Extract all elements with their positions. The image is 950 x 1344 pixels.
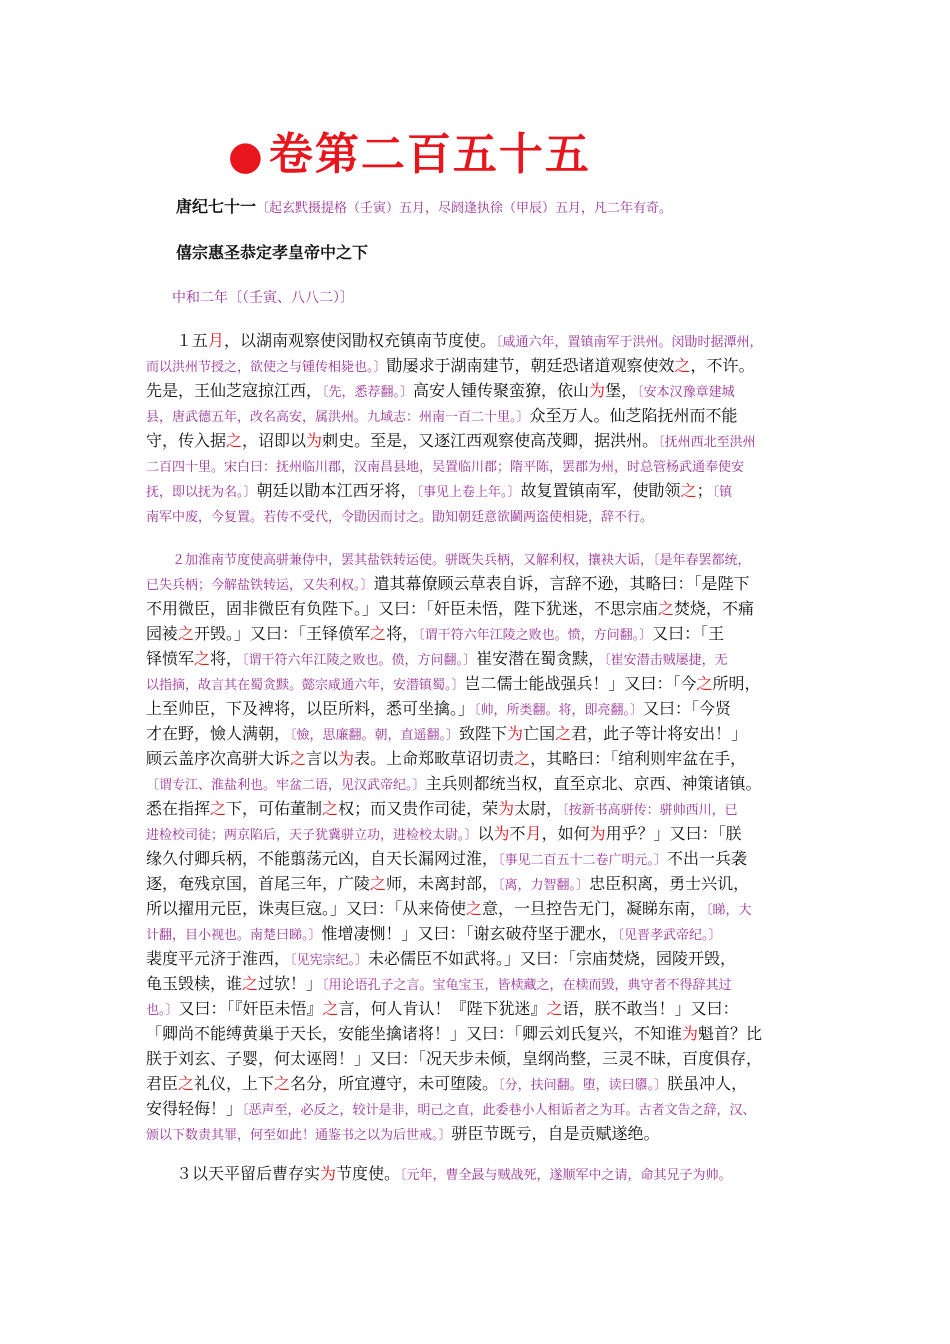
highlighted-character: 之 [274, 1074, 291, 1093]
commentary-note: 〔先，悉荐翻。〕 [322, 385, 414, 400]
text-run: 上至帅臣，下及裨将，以臣所料，悉可坐擒。」 [146, 699, 475, 718]
text-run: 言以 [306, 749, 339, 768]
text-run: 又曰：「王 [652, 624, 725, 643]
text-run: １五 [176, 331, 209, 350]
highlighted-character: 为 [589, 381, 606, 400]
text-line [172, 286, 354, 309]
text-run: 将， [386, 624, 419, 643]
text-run: 忠臣积离，勇士兴讥， [589, 874, 750, 893]
year-heading: 中和二年〔（壬寅、八八二）〕 [172, 290, 354, 306]
text-run: 不用微臣，固非微臣有负陛下。」又曰：「奸臣未悟，陛下犹迷，不思宗庙 [146, 599, 659, 618]
text-run: 以 [477, 824, 494, 843]
text-run: 开毁。」又曰：「王铎偾军 [194, 624, 371, 643]
text-line [146, 823, 742, 847]
highlighted-character: 之 [242, 974, 259, 993]
highlighted-character: 之 [674, 356, 691, 375]
text-line [146, 723, 747, 747]
text-run: 裴度平元济于淮西， [146, 949, 291, 968]
text-line [146, 623, 724, 647]
highlighted-character: 之 [210, 799, 227, 818]
commentary-note: 以指摘，故言其在蜀贪黩。懿宗咸通六年，安潜镇蜀。〕 [146, 678, 465, 693]
text-line [146, 923, 722, 947]
text-run: 安得轻侮！」 [146, 1099, 243, 1118]
text-line [146, 480, 732, 504]
text-run: 「卿尚不能缚黄巢于天长，安能坐擒诸将！」又曰：「卿云刘氏复兴，不知谁 [146, 1024, 683, 1043]
highlighted-character: 为 [338, 749, 355, 768]
text-run: 先是，王仙芝寇掠江西， [146, 381, 323, 400]
text-run: 又曰：「今贤 [643, 699, 732, 718]
text-run: 悉在指挥 [146, 799, 211, 818]
text-run: 魁首？比 [698, 1024, 763, 1043]
highlighted-character: 之 [546, 999, 563, 1018]
text-run: 语，朕不敢当！」又曰： [562, 999, 739, 1018]
text-run: 权；而又贵作司徒，荣 [338, 799, 499, 818]
text-line [146, 848, 747, 872]
text-line [146, 798, 738, 822]
text-run: 致陛下 [459, 724, 508, 743]
text-run: ； [696, 481, 713, 500]
commentary-note: 南军中废，今复置。若传不受代，令勖因而讨之。勖知朝廷意欲鬬两盗使相毙，辞不行。 [146, 510, 654, 525]
text-run: 所明， [712, 674, 761, 693]
text-run: 朕于刘玄、子婴，何太诬罔！」又曰：「况天步未倾，皇纲尚整，三灵不昧，百度俱存， [146, 1049, 763, 1068]
commentary-note: 〔憸，思廉翻。朝，直遥翻。〕 [290, 728, 460, 743]
text-run: 朝廷以勖本江西牙将， [256, 481, 417, 500]
commentary-note: 颁以下数责其罪，何至如此！通鉴书之以为后世戒。〕 [146, 1128, 452, 1143]
text-run: 顾云盖序次高骈大诉 [146, 749, 291, 768]
text-line [146, 1098, 756, 1122]
commentary-note: 抚，即以抚为名。〕 [146, 485, 257, 500]
text-run: 焚烧，不痛 [674, 599, 755, 618]
commentary-note: 〔事见二百五十二卷广明元。〕 [498, 853, 668, 868]
text-run: ，诏即以 [242, 431, 307, 450]
text-run: 节度使。 [336, 1164, 401, 1183]
text-line [146, 380, 735, 404]
commentary-note: 〔崔安潜击贼屡捷，无 [604, 653, 728, 668]
text-line [146, 698, 731, 722]
commentary-note: 〔见晋孝武帝纪。〕 [617, 928, 722, 943]
volume-title-text: 卷第二百五十五 [268, 129, 591, 180]
volume-title [228, 118, 591, 182]
text-run: 缘久付卿兵柄，不能翦荡元凶，自天长漏网过淮， [146, 849, 499, 868]
commentary-note: 〔谓专江、淮盐利也。牢盆二语，见汉武帝纪。〕 [146, 778, 426, 793]
commentary-note: 而以洪州节授之，欲使之与锺传相毙也。〕 [146, 360, 387, 375]
commentary-note: 也。〕 [146, 1003, 179, 1018]
text-line [146, 748, 746, 770]
highlighted-character: 月 [208, 331, 225, 350]
commentary-note: ２加淮南节度使高骈兼侍中，罢其盐铁转运使。骈既失兵柄，又解利权，攘袂大诟，〔是年春罢都统， [172, 553, 751, 568]
text-line [146, 355, 755, 379]
text-line [146, 598, 754, 620]
text-line [172, 548, 751, 572]
highlighted-character: 为 [507, 724, 524, 743]
text-run: 礼仪，上下 [194, 1074, 275, 1093]
commentary-note: 〔见宪宗纪。〕 [290, 953, 369, 968]
text-line [146, 430, 756, 454]
text-run: 勖屡求于湖南建节，朝廷恐诸道观察使效 [386, 356, 675, 375]
highlighted-character: 之 [466, 899, 483, 918]
text-run: 未必儒臣不如武将。」又曰：「宗庙焚烧，园陵开毁， [368, 949, 737, 968]
commentary-note: 〔帅，所类翻。将，即亮翻。〕 [474, 703, 644, 718]
text-run: 才在野，憸人满朝， [146, 724, 291, 743]
text-run: 表。上命郑畋草诏切责 [354, 749, 515, 768]
section-heading: 唐纪七十一 [176, 197, 257, 216]
highlighted-character: 之 [178, 624, 195, 643]
text-line [176, 1163, 732, 1187]
text-line [146, 573, 750, 597]
text-run: 园裬 [146, 624, 179, 643]
commentary-note: 〔抚州西北至洪州 [658, 435, 756, 450]
highlighted-character: 之 [680, 481, 697, 500]
highlighted-character: 之 [514, 749, 531, 768]
commentary-note: 〔安本汉豫章建城 [637, 385, 735, 400]
highlighted-character: 之 [370, 874, 387, 893]
highlighted-character: 为 [306, 431, 323, 450]
text-line [146, 648, 728, 672]
commentary-note: 〔镇 [712, 485, 733, 500]
highlighted-character: 之 [290, 749, 307, 768]
text-run: 刺史。至是，又逐江西观察使高茂卿，据洪州。 [322, 431, 659, 450]
text-run: 将， [210, 649, 243, 668]
commentary-note: 〔起玄黓摄提格（壬寅）五月，尽阏逢执徐（甲辰）五月，凡二年有奇。 [256, 201, 673, 216]
text-line [146, 1023, 762, 1045]
commentary-note: 〔咸通六年，置镇南军于洪州。闵勖时据潭州， [496, 335, 763, 350]
text-line [146, 505, 653, 529]
text-line [146, 773, 762, 797]
text-run: 骈臣节既亏，自是贡赋遂绝。 [451, 1124, 660, 1143]
text-line [146, 973, 732, 997]
text-line [176, 330, 763, 354]
text-run: ，如何 [541, 824, 590, 843]
commentary-note: 〔用论语孔子之言。宝龟宝玉，皆椟藏之，在椟而毁，典守者不得辞其过 [322, 978, 732, 993]
bullet-icon: ● [228, 132, 265, 179]
text-run: 不出一兵袭 [667, 849, 748, 868]
text-run: 岂二儒士能战强兵！」又曰：「今 [464, 674, 697, 693]
text-run: 朕虽冲人， [667, 1074, 748, 1093]
text-line [176, 242, 368, 264]
text-line [146, 948, 736, 972]
text-line [146, 1073, 747, 1097]
text-run: ，其略曰：「绾利则牢盆在手， [530, 749, 747, 768]
text-run: 遣其幕僚顾云草表自诉，言辞不逊，其略曰：「是陛下 [373, 574, 750, 593]
highlighted-character: 之 [696, 674, 713, 693]
text-run: ，不许。 [690, 356, 755, 375]
text-run: ３以天平留后曹存实 [176, 1164, 321, 1183]
highlighted-character: 为 [498, 799, 515, 818]
text-run: 言，何人肯认！『陛下犹迷』 [338, 999, 547, 1018]
highlighted-character: 之 [658, 599, 675, 618]
text-run: 用乎？」又曰：「朕 [605, 824, 742, 843]
text-run: 君，此子等计将安出！」 [571, 724, 748, 743]
text-run: 名分，所宜遵守，未可堕陵。 [290, 1074, 499, 1093]
text-line [146, 1123, 660, 1147]
commentary-note: 〔谓干符六年江陵之败也。愤，方问翻。〕 [418, 628, 653, 643]
text-line [146, 405, 738, 429]
commentary-note: 计翻，目小视也。南楚曰睇。〕 [146, 928, 322, 943]
text-run: 主兵则都统当权，直至京北、京西、神策诸镇。 [425, 774, 762, 793]
text-run: 太尉， [514, 799, 563, 818]
commentary-note: 〔离，力智翻。〕 [498, 878, 590, 893]
text-run: 所以擢用元臣，诛夷巨寇。」又曰：「从来倚使 [146, 899, 467, 918]
commentary-note: 〔谓干符六年江陵之败也。偾，方问翻。〕 [242, 653, 477, 668]
commentary-note: 〔元年，曹全晸与贼战死，遂顺军中之请，命其兄子为帅。 [400, 1168, 732, 1183]
text-run: 崔安潜在蜀贪黩， [476, 649, 605, 668]
highlighted-character: 之 [322, 799, 339, 818]
commentary-note: 〔睇，大 [706, 903, 752, 918]
text-run: 君臣 [146, 1074, 179, 1093]
highlighted-character: 之 [194, 649, 211, 668]
commentary-note: 〔分，扶问翻。堕，读曰隳。〕 [498, 1078, 668, 1093]
text-run: 意，一旦控告无门，凝睇东南， [482, 899, 707, 918]
text-line [146, 1048, 762, 1070]
text-run: 高安人锺传聚蛮獠，依山 [413, 381, 590, 400]
highlighted-character: 为 [682, 1024, 699, 1043]
text-run: 龟玉毁椟，谁 [146, 974, 243, 993]
text-run: 师，未离封部， [386, 874, 499, 893]
text-run: 堡， [605, 381, 638, 400]
text-line [146, 898, 752, 922]
text-line [146, 673, 761, 697]
text-run: 故复置镇南军，使勖领 [520, 481, 681, 500]
text-line [146, 873, 749, 897]
text-run: 亡国 [523, 724, 556, 743]
highlighted-character: 为 [493, 824, 510, 843]
commentary-note: 〔事见上卷上年。〕 [416, 485, 521, 500]
highlighted-character: 之 [178, 1074, 195, 1093]
text-run: 又曰：「『奸臣未悟』 [178, 999, 323, 1018]
text-run: 众至万人。仙芝陷抚州而不能 [529, 406, 738, 425]
text-line [146, 455, 744, 479]
commentary-note: 二百四十里。宋白曰：抚州临川郡，汉南昌县地，吴置临川郡；隋平陈，罢郡为州，时总管杨武通奉使安 [146, 460, 745, 475]
highlighted-character: 月 [525, 824, 542, 843]
highlighted-character: 之 [555, 724, 572, 743]
text-run: 不 [509, 824, 526, 843]
text-run: 过欤！」 [258, 974, 323, 993]
commentary-note: 已失兵柄；今解盐铁转运，又失利权。〕 [146, 578, 374, 593]
commentary-note: 进检校司徒；两京陷后，天子犹冀骈立功，进检校太尉。〕 [146, 828, 478, 843]
highlighted-character: 为 [320, 1164, 337, 1183]
text-run: 铎愤军 [146, 649, 195, 668]
highlighted-character: 之 [226, 431, 243, 450]
commentary-note: 县，唐武德五年，改名高安，属洪州。九域志：州南一百二十里。〕 [146, 410, 530, 425]
text-line [146, 998, 739, 1022]
text-run: 守，传入据 [146, 431, 227, 450]
text-run: ，以湖南观察使闵勖权充镇南节度使。 [224, 331, 497, 350]
section-heading: 僖宗惠圣恭定孝皇帝中之下 [176, 243, 369, 262]
highlighted-character: 为 [589, 824, 606, 843]
commentary-note: 〔恶声至，必反之，较计是非，明己之直，此委巷小人相诟者之为耳。古者文告之辞，汉、 [242, 1103, 756, 1118]
highlighted-character: 之 [322, 999, 339, 1018]
text-run: 惟增凄恻！」又曰：「谢玄破苻坚于淝水， [321, 924, 618, 943]
commentary-note: 〔按新书高骈传：骈帅西川，已 [562, 803, 738, 818]
highlighted-character: 之 [370, 624, 387, 643]
text-run: 逐，奄残京国，首尾三年，广陵 [146, 874, 371, 893]
text-run: 下，可佑董制 [226, 799, 323, 818]
text-line [176, 196, 672, 220]
